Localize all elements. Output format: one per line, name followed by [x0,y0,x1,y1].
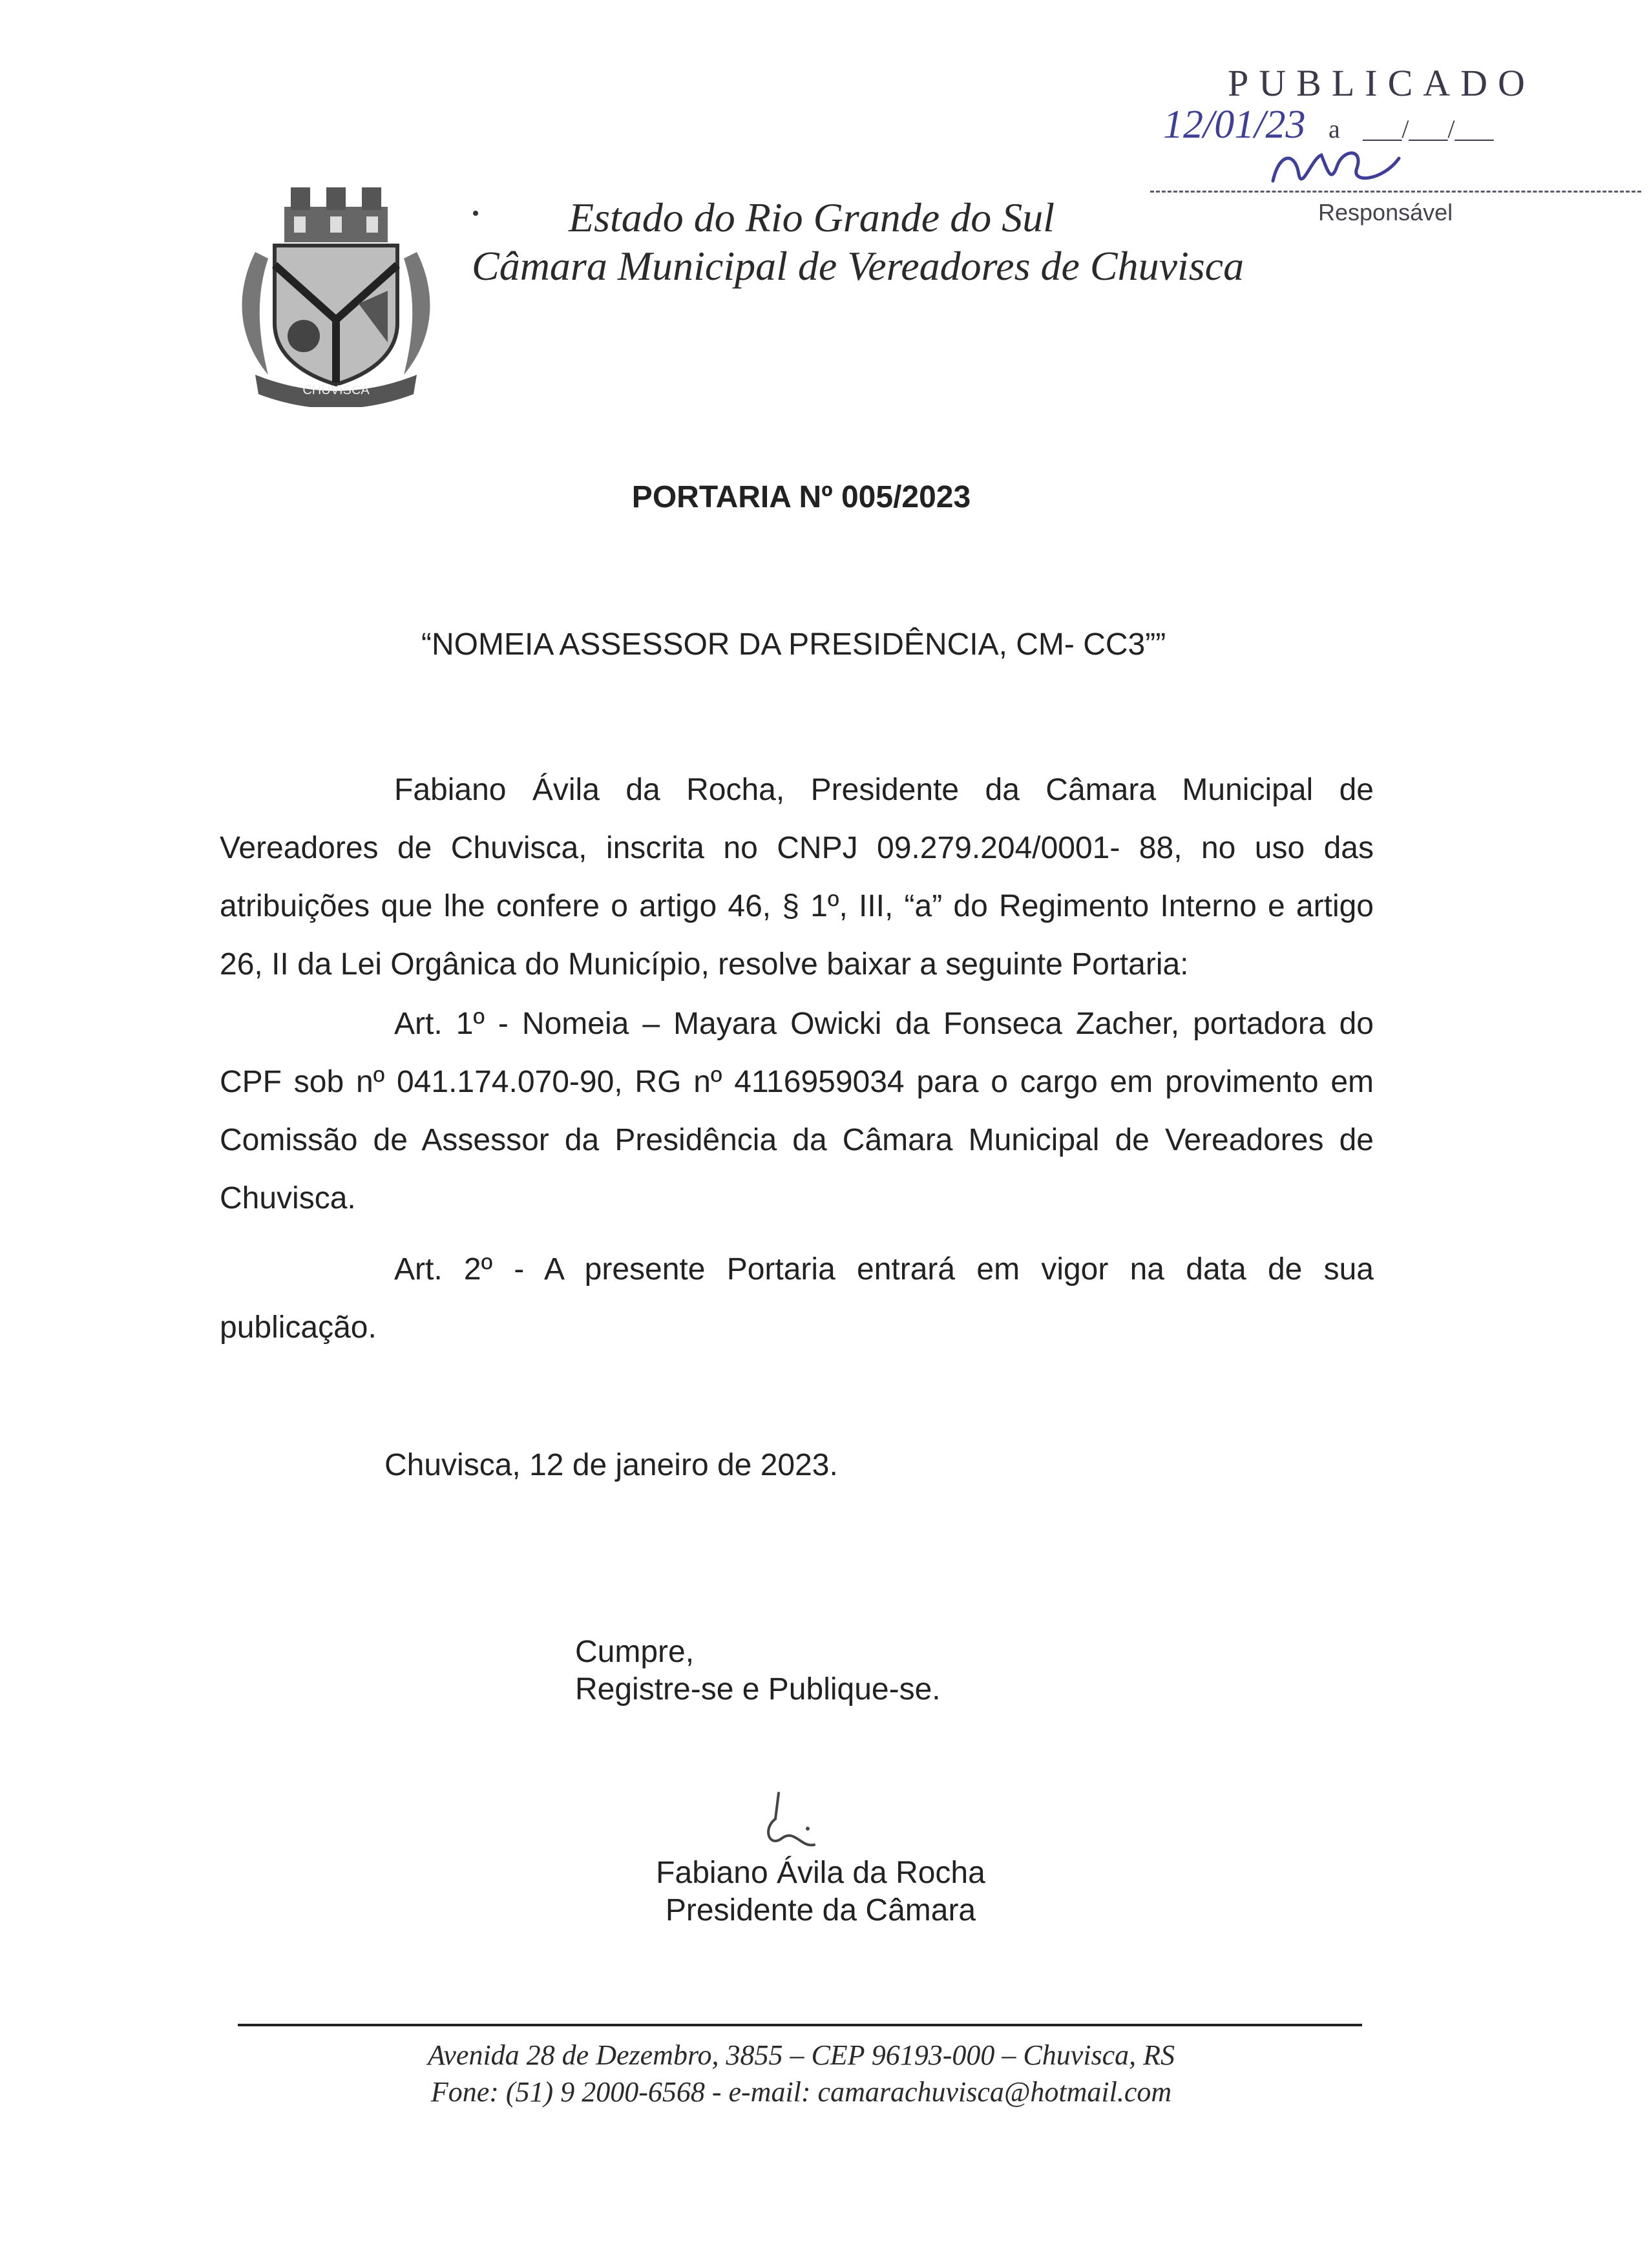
coat-of-arms-logo [229,181,443,407]
header-state-name: Estado do Rio Grande do Sul [569,194,1055,240]
article-1-paragraph [220,995,1374,1228]
document-subtitle: “NOMEIA ASSESSOR DA PRESIDÊNCIA, CM- CC3”” [421,627,1166,662]
stamp-title: PUBLICADO [1228,62,1535,104]
signer-title: Presidente da Câmara [665,1893,976,1927]
stamp-signature-line [1150,191,1641,193]
header-dot [473,211,478,216]
preamble-paragraph [220,761,1374,994]
coat-of-arms-ribbon-text: CHUVISCA [302,383,370,397]
footer-address: Avenida 28 de Dezembro, 3855 – CEP 96193-000 – Chuvisca, RS [427,2039,1175,2071]
article-1-text: Art. 1º - Nomeia – Mayara Owicki da Fonseca Zacher, portadora do CPF sob nº 041.174.070-90, RG nº 4116959034 para o cargo em provimento em Comissão de Assessor da Presidência da Câmara Municipal de Vereadores de Chuvisca. [220,1007,1374,1215]
closing-line-1: Cumpre, [575,1635,695,1669]
article-2-paragraph [220,1241,1374,1357]
signer-block [640,1854,1002,1929]
document-title: PORTARIA Nº 005/2023 [631,480,971,514]
article-2-text: Art. 2º - A presente Portaria entrará em vigor na data de sua publicação. [220,1252,1374,1345]
stamp-responsible-label: Responsável [1318,199,1453,226]
footer-divider [238,2024,1362,2026]
handwritten-signature [743,1790,827,1861]
closing-block [575,1633,941,1708]
header-chamber-name: Câmara Municipal de Vereadores de Chuvisca [472,243,1245,289]
stamp-initials-signature [1266,145,1409,197]
closing-line-2: Registre-se e Publique-se. [575,1672,941,1706]
stamp-connector: a [1328,114,1340,143]
preamble-text: Fabiano Ávila da Rocha, Presidente da Câmara Municipal de Vereadores de Chuvisca, inscrita no CNPJ 09.279.204/0001- 88, no uso das atribuições que lhe confere o artigo 46, § 1º, III, “a” do Regimento Interno e artigo 26, II da Lei Orgânica do Município, resolve baixar a seguinte Portaria: [220,773,1374,982]
signer-name: Fabiano Ávila da Rocha [656,1856,985,1890]
footer-contact: Fone: (51) 9 2000-6568 - e-mail: camarachuvisca@hotmail.com [430,2076,1172,2108]
place-and-date: Chuvisca, 12 de janeiro de 2023. [384,1448,838,1482]
stamp-handwritten-date: 12/01/23 [1163,103,1306,147]
stamp-date-blank: ___/___/___ [1363,114,1494,143]
